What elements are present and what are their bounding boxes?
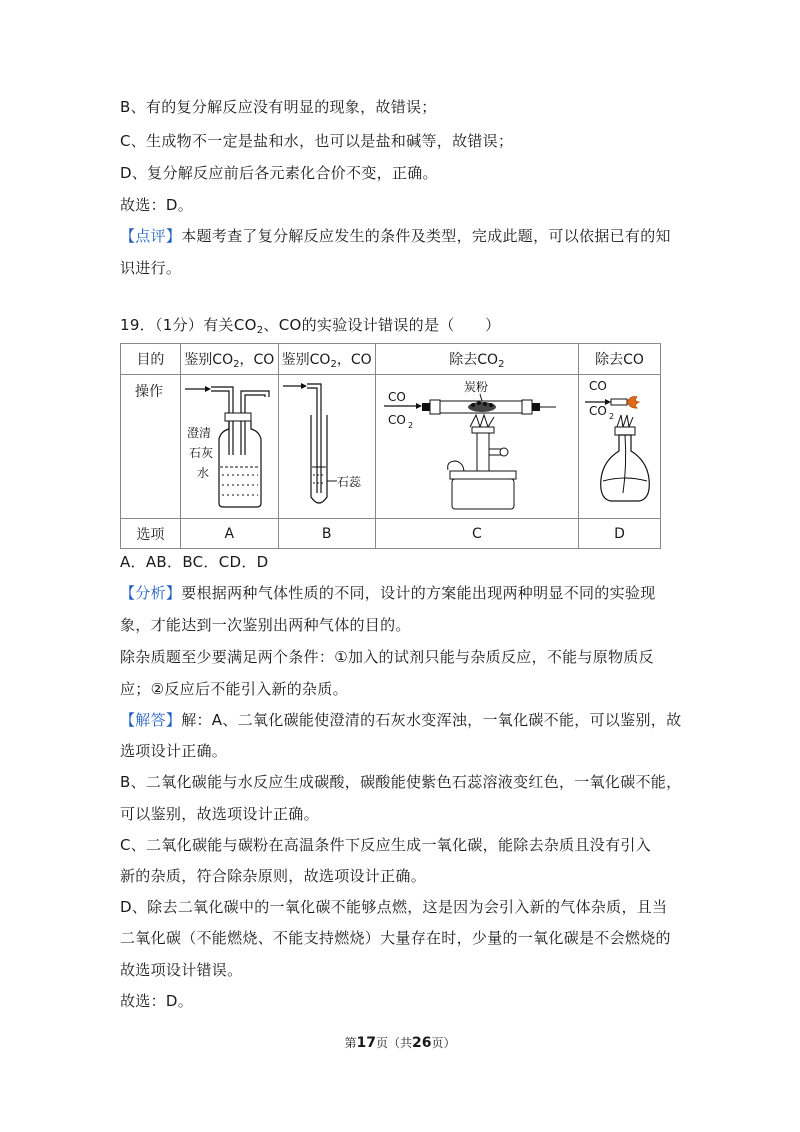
diagram-label: 炭粉 bbox=[463, 380, 488, 394]
analysis-line-2: 象，才能达到一次鉴别出两种气体的目的。 bbox=[120, 616, 411, 634]
header-a: 鉴别$CO_2$，CO bbox=[180, 344, 278, 375]
page-number: 17 bbox=[356, 1035, 376, 1051]
diagram-c-cell bbox=[375, 375, 579, 519]
solution-line-8: 二氧化碳（不能燃烧、不能支持燃烧）大量存在时，少量的一氧化碳是不会燃烧的 bbox=[120, 929, 671, 947]
diagram-label: 石灰 bbox=[188, 446, 213, 460]
solution-line-5: C、二氧化碳能与碳粉在高温条件下反应生成一氧化碳，能除去杂质且没有引入 bbox=[120, 836, 651, 854]
diagram-label: CO bbox=[387, 413, 406, 427]
options-label: 选项 bbox=[121, 519, 181, 549]
page-footer: 第17页（共26页） bbox=[344, 1035, 456, 1051]
diagram-d-cell bbox=[579, 375, 661, 519]
analysis-tag: 【分析】 bbox=[120, 584, 182, 602]
diagram-label: CO bbox=[589, 404, 607, 418]
analysis-line-3: 除杂质题至少要满足两个条件：①加入的试剂只能与杂质反应，不能与原物质反 bbox=[120, 648, 654, 666]
subscript: 2 bbox=[609, 412, 615, 421]
option-c: C bbox=[375, 519, 579, 549]
op-label: 操作 bbox=[135, 384, 163, 400]
op-label-cell bbox=[121, 375, 181, 519]
text-line: 故选：D。 bbox=[120, 196, 194, 214]
option-a: A bbox=[180, 519, 278, 549]
analysis-line-4: 应；②反应后不能引入新的杂质。 bbox=[120, 680, 348, 698]
solution-line-7: D、除去二氧化碳中的一氧化碳不能够点燃，这是因为会引入新的气体杂质，且当 bbox=[120, 898, 668, 916]
question-text: 、CO的实验设计错误的是（ ） bbox=[263, 316, 501, 334]
comment-line-2: 识进行。 bbox=[120, 259, 182, 277]
text-line: B、有的复分解反应没有明显的现象，故错误； bbox=[120, 98, 437, 116]
operation-row bbox=[121, 375, 661, 519]
diagram-label: 澄清 bbox=[186, 426, 211, 440]
analysis-line bbox=[120, 583, 656, 603]
subscript: 2 bbox=[407, 421, 413, 430]
diagram-a-cell bbox=[180, 375, 278, 519]
solution-line-3: B、二氧化碳能与水反应生成碳酸，碳酸能使紫色石蕊溶液变红色，一氧化碳不能， bbox=[120, 773, 682, 791]
test-tube-diagram bbox=[279, 375, 376, 518]
solution-line-10: 故选：D。 bbox=[120, 992, 194, 1010]
header-c: 除去$CO_2$ bbox=[375, 344, 579, 375]
answer-choices: A．AB．BC．CD．D bbox=[120, 553, 269, 571]
combustion-tube-diagram bbox=[376, 375, 580, 518]
header-row bbox=[121, 344, 661, 375]
total-pages: 26 bbox=[412, 1035, 432, 1051]
option-b: B bbox=[278, 519, 375, 549]
diagram-b-cell bbox=[278, 375, 375, 519]
text-line: C、生成物不一定是盐和水，也可以是盐和碱等，故错误； bbox=[120, 132, 514, 150]
diagram-label: CO bbox=[387, 390, 406, 404]
solution-line-4: 可以鉴别，故选项设计正确。 bbox=[120, 805, 319, 823]
alcohol-lamp-diagram bbox=[579, 375, 661, 518]
comment-text: 本题考查了复分解反应发生的条件及类型，完成此题，可以依据已有的知 bbox=[181, 227, 671, 245]
solution-line bbox=[120, 710, 681, 730]
gas-washing-bottle-diagram bbox=[181, 375, 279, 518]
header-purpose: 目的 bbox=[121, 344, 181, 375]
solution-line-6: 新的杂质，符合除杂原则，故选项设计正确。 bbox=[120, 867, 427, 885]
experiment-table bbox=[120, 343, 661, 549]
option-d: D bbox=[579, 519, 661, 549]
solution-text: 解：A、二氧化碳能使澄清的石灰水变浑浊，一氧化碳不能，可以鉴别，故 bbox=[181, 711, 682, 729]
comment-tag: 【点评】 bbox=[120, 227, 182, 245]
diagram-label: 水 bbox=[196, 466, 209, 480]
diagram-label: 石蕊 bbox=[336, 475, 361, 489]
header-d: 除去CO bbox=[579, 344, 661, 375]
analysis-text: 要根据两种气体性质的不同，设计的方案能出现两种明显不同的实验现 bbox=[181, 584, 656, 602]
question-stem bbox=[120, 315, 500, 341]
text-line: D、复分解反应前后各元素化合价不变，正确。 bbox=[120, 164, 438, 182]
comment-line bbox=[120, 226, 671, 246]
solution-line-9: 故选项设计错误。 bbox=[120, 961, 243, 979]
options-row bbox=[121, 519, 661, 549]
solution-tag: 【解答】 bbox=[120, 711, 182, 729]
question-number: 19．（1分）有关CO bbox=[120, 316, 257, 334]
diagram-label: CO bbox=[589, 379, 607, 393]
subscript: 2 bbox=[256, 325, 264, 336]
solution-line-2: 选项设计正确。 bbox=[120, 742, 228, 760]
header-b: 鉴别$CO_2$，CO bbox=[278, 344, 375, 375]
